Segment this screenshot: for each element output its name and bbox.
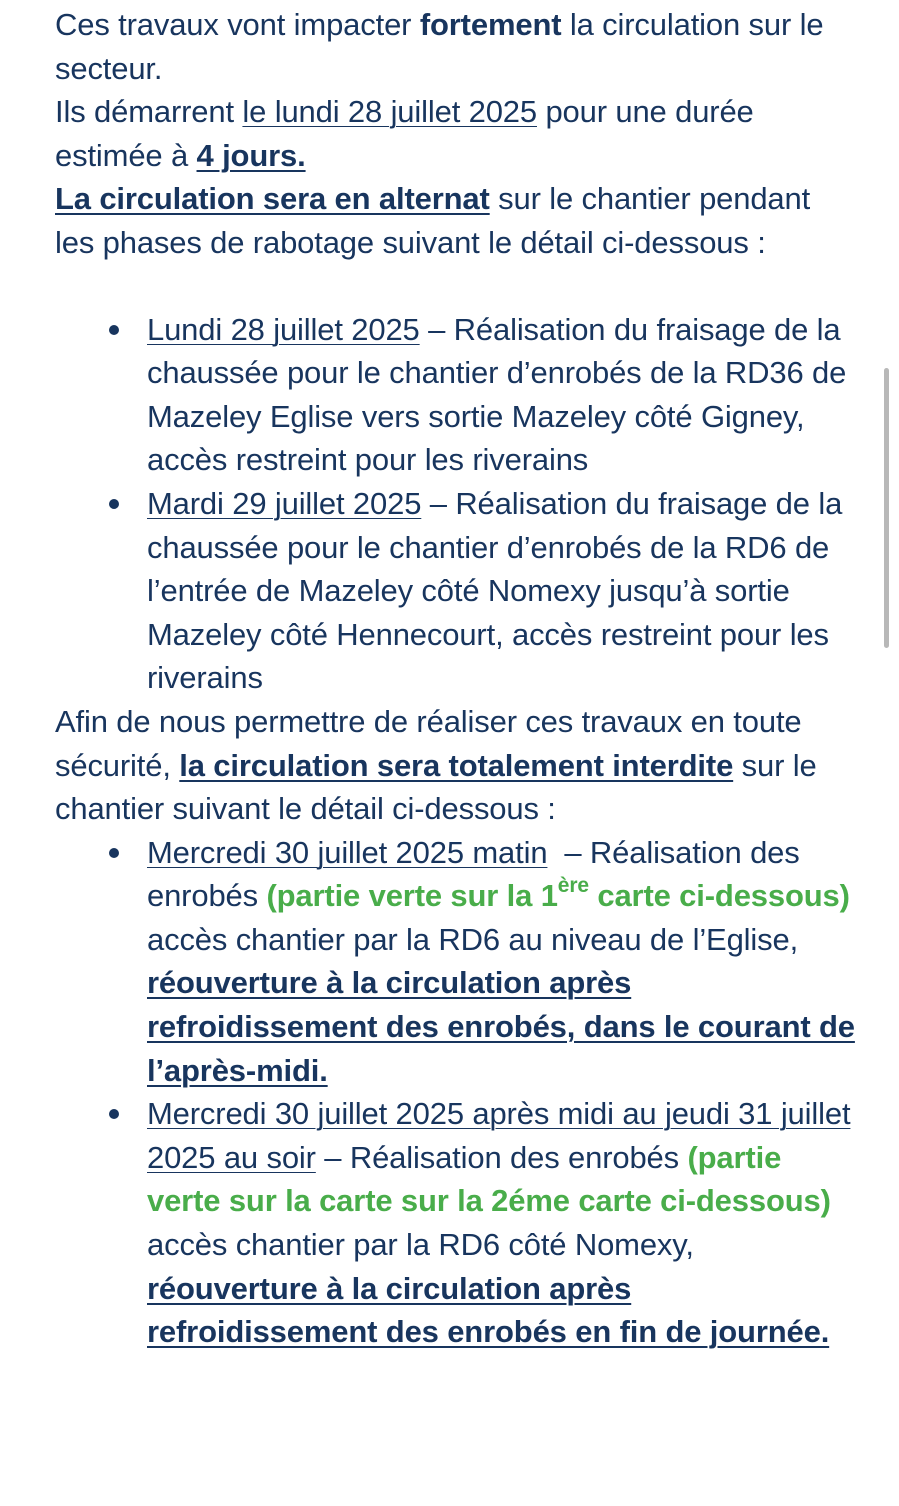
item-text: accès chantier par la RD6 au niveau de l’Eglise, [147, 921, 799, 957]
date-link[interactable]: Mardi 29 juillet 2025 [147, 485, 422, 521]
list-item [147, 482, 855, 700]
interdiction-paragraph [55, 700, 855, 831]
alternat-list [55, 308, 855, 700]
green-note-text: carte ci-dessous) [588, 878, 850, 914]
intro-paragraph-3 [55, 177, 855, 264]
date-link[interactable]: Mercredi 30 juillet 2025 après midi au jeudi 31 juillet 2025 au soir [147, 1096, 851, 1175]
intro-text: Ils démarrent [55, 94, 243, 130]
intro-paragraph-1 [55, 3, 855, 90]
article-body [55, 3, 855, 1354]
interdiction-emphasis: la circulation sera totalement interdite [179, 747, 734, 783]
item-text: – Réalisation du fraisage de la chaussée pour le chantier d’enrobés de la RD36 de Mazeley Eglise vers sortie Mazeley côté Gigney, accès restreint pour les riverains [147, 311, 847, 478]
intro-text: Ces travaux vont impacter [55, 7, 420, 42]
intro-paragraph-2 [55, 90, 855, 177]
item-text: – Réalisation du fraisage de la chaussée pour le chantier d’enrobés de la RD6 de l’entrée de Mazeley côté Nomexy jusqu’à sortie Mazeley côté Hennecourt, accès restreint pour les riverains [147, 485, 843, 696]
start-date-link[interactable]: le lundi 28 juillet 2025 [242, 94, 537, 130]
scrollbar-thumb[interactable] [884, 368, 889, 648]
green-note [266, 873, 850, 914]
green-note-text: (partie verte sur la 1 [266, 878, 558, 914]
emphasis-fortement: fortement [419, 7, 562, 42]
item-text: – Réalisation des enrobés [147, 834, 809, 914]
item-text: – Réalisation des enrobés [315, 1139, 688, 1175]
intro-text: sur le chantier pendant les phases de rabotage suivant le détail ci-dessous : [55, 181, 811, 260]
superscript: ère [557, 873, 589, 897]
intro-text: la circulation sur le secteur. [55, 7, 824, 86]
interdiction-list [55, 831, 855, 1354]
duration-emphasis: 4 jours. [196, 137, 306, 173]
item-text: accès chantier par la RD6 côté Nomexy, [147, 1227, 694, 1263]
paragraph-text: sur le chantier suivant le détail ci-dessous : [55, 747, 817, 827]
reopening-emphasis: réouverture à la circulation après refroidissement des enrobés, dans le courant de l’après-midi. [147, 965, 855, 1088]
paragraph-text: Afin de nous permettre de réaliser ces travaux en toute sécurité, [55, 703, 802, 783]
intro-text: pour une durée estimée à [55, 94, 754, 173]
date-link[interactable]: Lundi 28 juillet 2025 [147, 311, 420, 347]
date-link[interactable]: Mercredi 30 juillet 2025 matin [147, 834, 548, 870]
list-item [147, 308, 855, 482]
list-item [147, 1092, 855, 1354]
reopening-emphasis: réouverture à la circulation après refroidissement des enrobés en fin de journée. [147, 1270, 830, 1350]
alternat-emphasis: La circulation sera en alternat [55, 181, 490, 217]
green-note: (partie verte sur la carte sur la 2éme carte ci-dessous) [147, 1139, 831, 1219]
list-item [147, 831, 855, 1093]
